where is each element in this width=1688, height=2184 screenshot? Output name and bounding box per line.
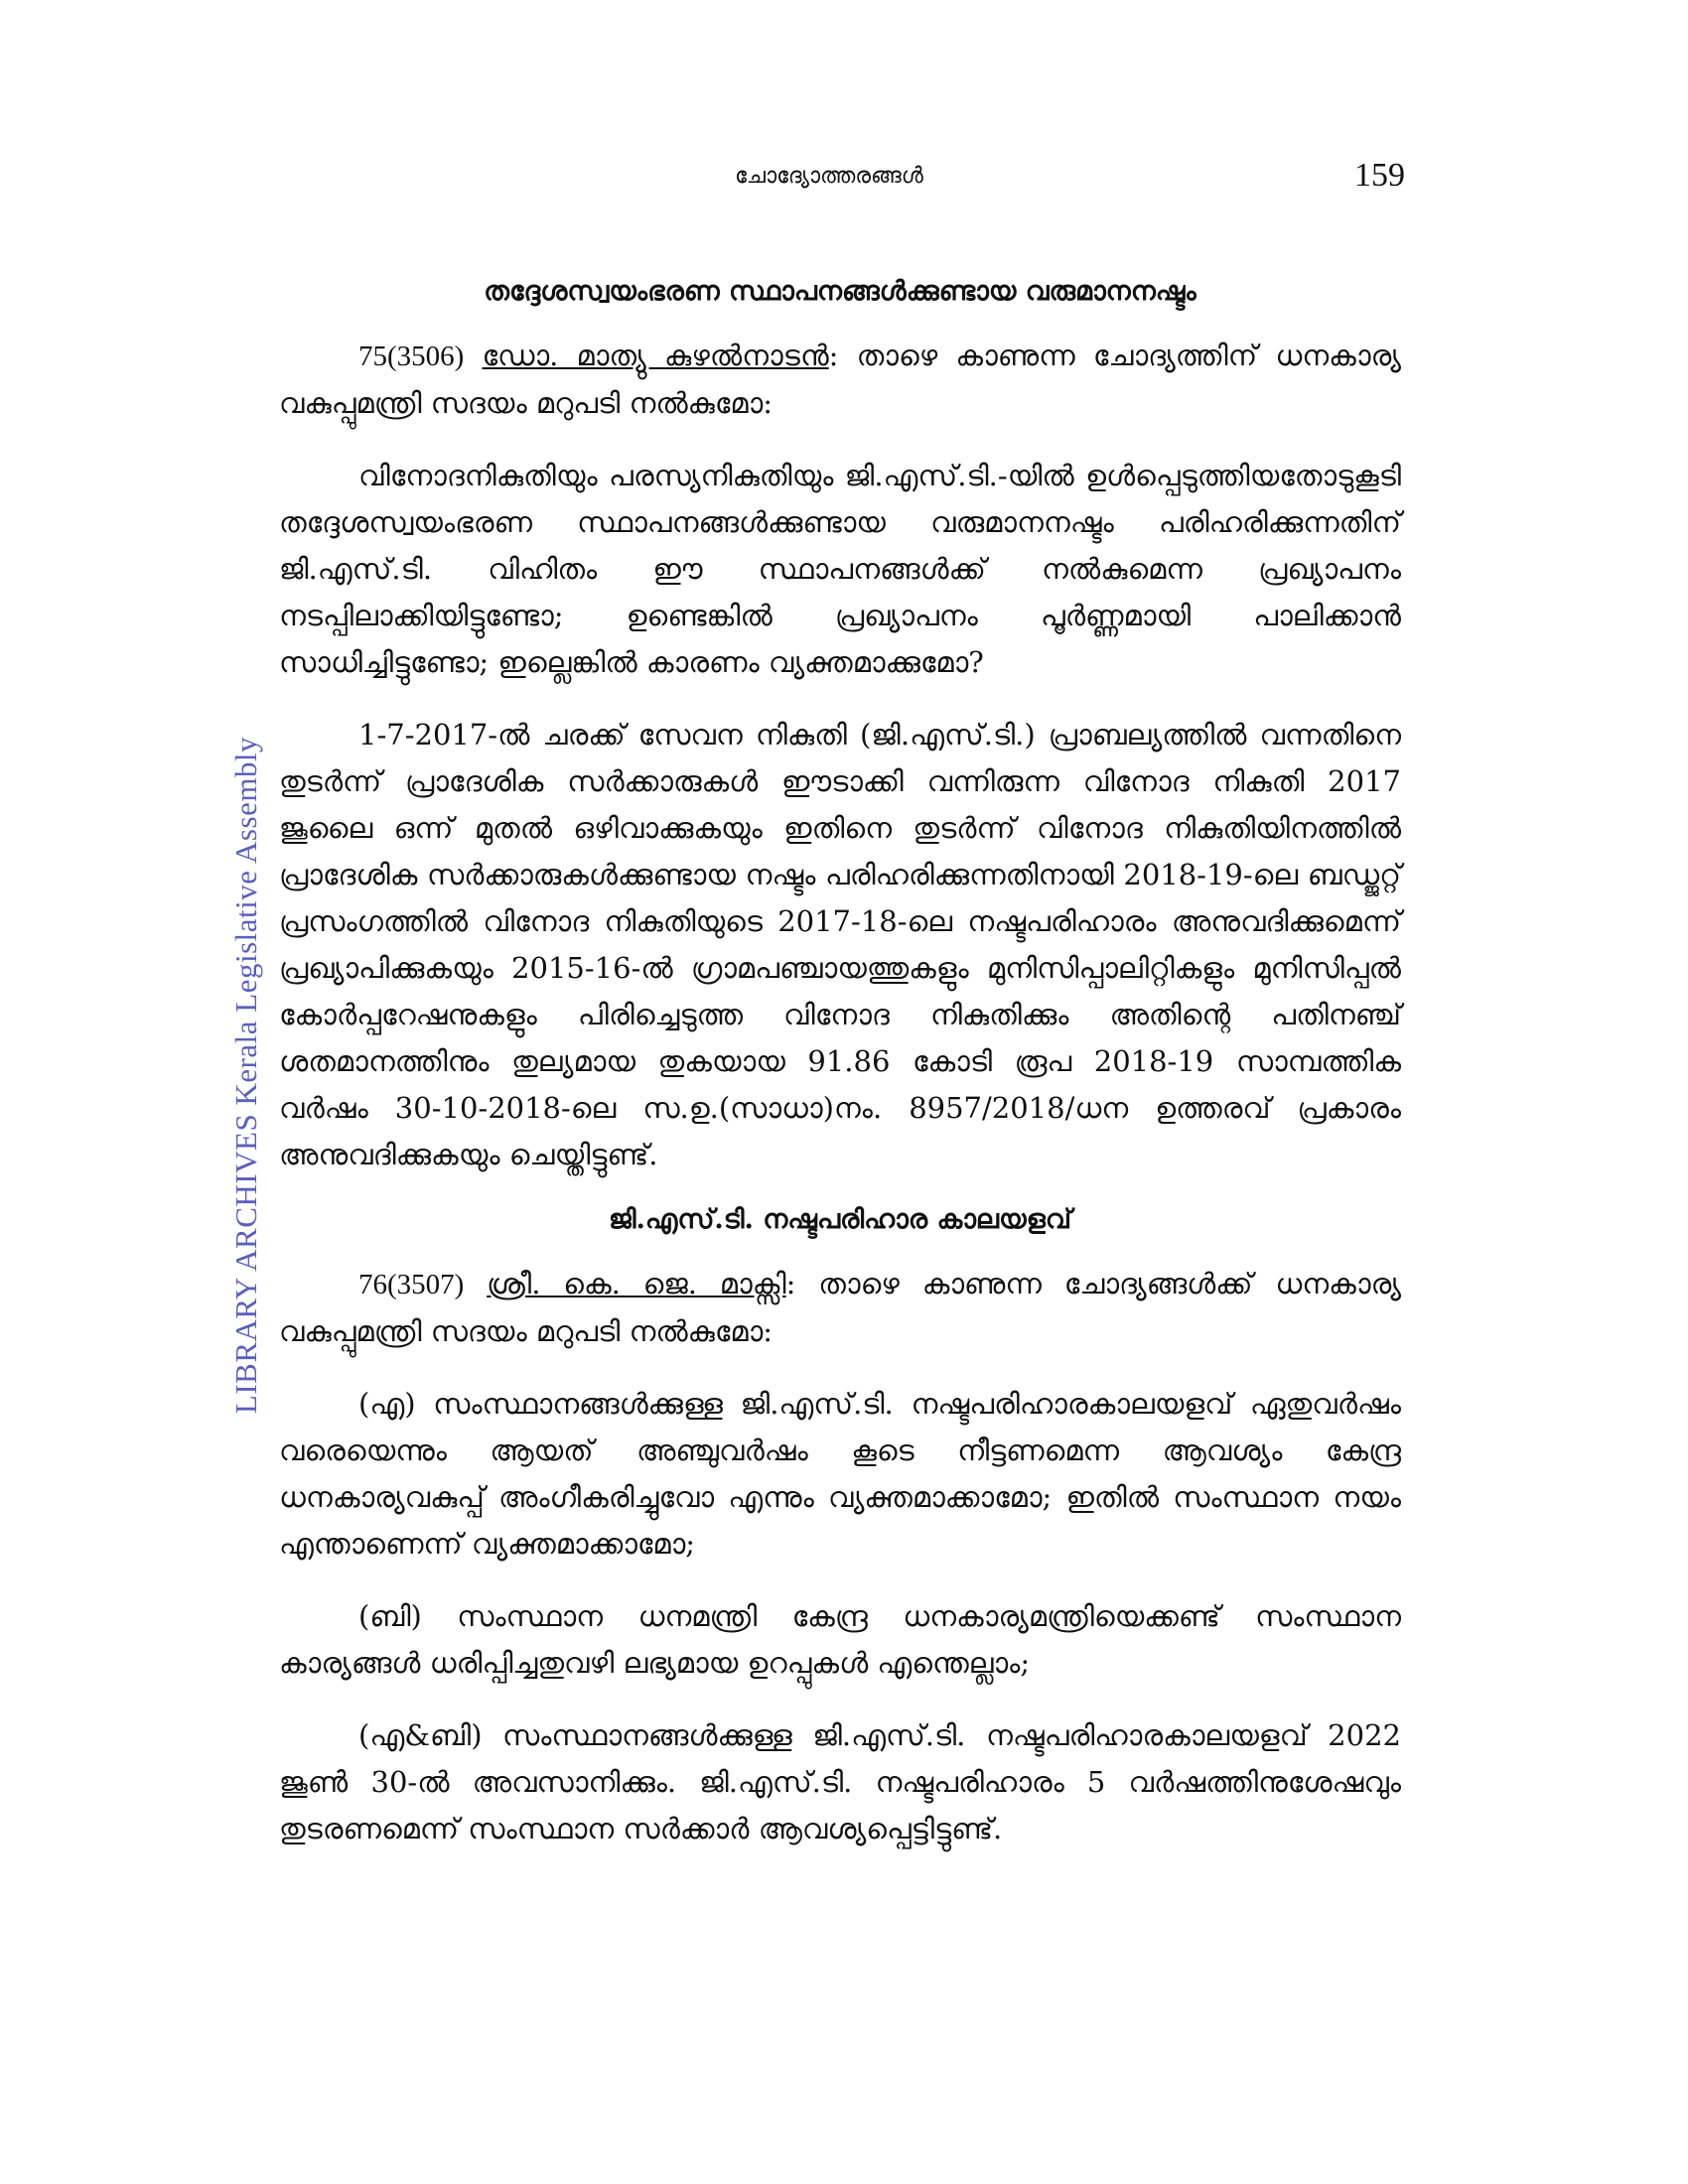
- answer-76-ab: (എ&ബി) സംസ്ഥാനങ്ങൾക്കുള്ള ജി.എസ്.ടി. നഷ്ടപരിഹാരകാലയളവ് 2022 ജൂൺ 30-ൽ അവസാനിക്കും. ജി.എസ്.ടി. നഷ്ടപരിഹാരം 5 വർഷത്തിനുശേഷവും തുടരണമെന്ന് സംസ്ഥാന സർക്കാർ ആവശ്യപ്പെട്ടിട്ടുണ്ട്.: [279, 1718, 1401, 1845]
- member-name: ശ്രീ. കെ. ജെ. മാക്സി: [487, 1267, 786, 1300]
- section-heading-2: ജി.എസ്.ടി. നഷ്ടപരിഹാര കാലയളവ്: [608, 1204, 1072, 1235]
- page-number: 159: [1354, 157, 1405, 194]
- question-number: 75(3506): [358, 341, 465, 372]
- question-76-part-b: (ബി) സംസ്ഥാന ധനമന്ത്രി കേന്ദ്ര ധനകാര്യമന്ത്രിയെക്കണ്ട് സംസ്ഥാന കാര്യങ്ങൾ ധരിപ്പിച്ചതുവഴി ലഭ്യമായ ഉറപ്പുകൾ എന്തെല്ലാം;: [279, 1599, 1401, 1680]
- running-title: ചോദ്യോത്തരങ്ങൾ: [735, 164, 923, 189]
- member-name: ഡോ. മാത്യു കുഴൽനാടൻ: [482, 339, 829, 372]
- question-number: 76(3507): [358, 1269, 465, 1300]
- question-75-intro: [279, 333, 1401, 427]
- section-heading-1: തദ്ദേശസ്വയംഭരണ സ്ഥാപനങ്ങൾക്കുണ്ടായ വരുമാനനഷ്ടം: [484, 276, 1196, 307]
- answer-75: 1-7-2017-ൽ ചരക്ക് സേവന നികുതി (ജി.എസ്.ടി.) പ്രാബല്യത്തിൽ വന്നതിനെ തുടർന്ന് പ്രാദേശിക സർക്കാരുകൾ ഈടാക്കി വന്നിരുന്ന വിനോദ നികുതി 2017 ജൂലൈ ഒന്ന് മുതൽ ഒഴിവാക്കുകയും ഇതിനെ തുടർന്ന് വിനോദ നികുതിയിനത്തിൽ പ്രാദേശിക സർക്കാരുകൾക്കുണ്ടായ നഷ്ടം പരിഹരിക്കുന്നതിനായി 2018-19-ലെ ബഡ്ജറ്റ് പ്രസംഗത്തിൽ വിനോദ നികുതിയുടെ 2017-18-ലെ നഷ്ടപരിഹാരം അനുവദിക്കുമെന്ന് പ്രഖ്യാപിക്കുകയും 2015-16-ൽ ഗ്രാമപഞ്ചായത്തുകളും മുനിസിപ്പാലിറ്റികളും മുനിസിപ്പൽ കോർപ്പറേഷനുകളും പിരിച്ചെടുത്ത വിനോദ നികുതിക്കും അതിന്റെ പതിനഞ്ച് ശതമാനത്തിനും തുല്യമായ തുകയായ 91.86 കോടി രൂപ 2018-19 സാമ്പത്തിക വർഷം 30-10-2018-ലെ സ.ഉ.(സാധാ)നം. 8957/2018/ധന ഉത്തരവ് പ്രകാരം അനുവദിക്കുകയും ചെയ്തിട്ടുണ്ട്.: [279, 718, 1401, 1171]
- question-intro-text: : താഴെ കാണുന്ന ചോദ്യങ്ങൾക്ക് ധനകാര്യ വകുപ്പുമന്ത്രി സദയം മറുപടി നൽകുമോ:: [279, 1267, 1401, 1348]
- question-intro-text: : താഴെ കാണുന്ന ചോദ്യത്തിന് ധനകാര്യ വകുപ്പുമന്ത്രി സദയം മറുപടി നൽകുമോ:: [279, 339, 1401, 420]
- question-76-intro: [279, 1261, 1401, 1355]
- page-body: [279, 268, 1401, 1852]
- question-76-part-a: (എ) സംസ്ഥാനങ്ങൾക്കുള്ള ജി.എസ്.ടി. നഷ്ടപരിഹാരകാലയളവ് ഏതുവർഷം വരെയെന്നും ആയത് അഞ്ചുവർഷം കൂടെ നീട്ടണമെന്ന ആവശ്യം കേന്ദ്ര ധനകാര്യവകുപ്പ് അംഗീകരിച്ചുവോ എന്നും വ്യക്തമാക്കാമോ; ഇതിൽ സംസ്ഥാന നയം എന്താണെന്ന് വ്യക്തമാക്കാമോ;: [279, 1387, 1401, 1561]
- question-75-text: വിനോദനികുതിയും പരസ്യനികുതിയും ജി.എസ്.ടി.-യിൽ ഉൾപ്പെടുത്തിയതോടുകൂടി തദ്ദേശസ്വയംഭരണ സ്ഥാപനങ്ങൾക്കുണ്ടായ വരുമാനനഷ്ടം പരിഹരിക്കുന്നതിന് ജി.എസ്.ടി. വിഹിതം ഈ സ്ഥാപനങ്ങൾക്ക് നൽകുമെന്ന പ്രഖ്യാപനം നടപ്പിലാക്കിയിട്ടുണ്ടോ; ഉണ്ടെങ്കിൽ പ്രഖ്യാപനം പൂർണ്ണമായി പാലിക്കാൻ സാധിച്ചിട്ടുണ്ടോ; ഇല്ലെങ്കിൽ കാരണം വ്യക്തമാക്കുമോ?: [279, 459, 1401, 679]
- archive-watermark: LIBRARY ARCHIVES Kerala Legislative Assembly: [228, 736, 263, 1415]
